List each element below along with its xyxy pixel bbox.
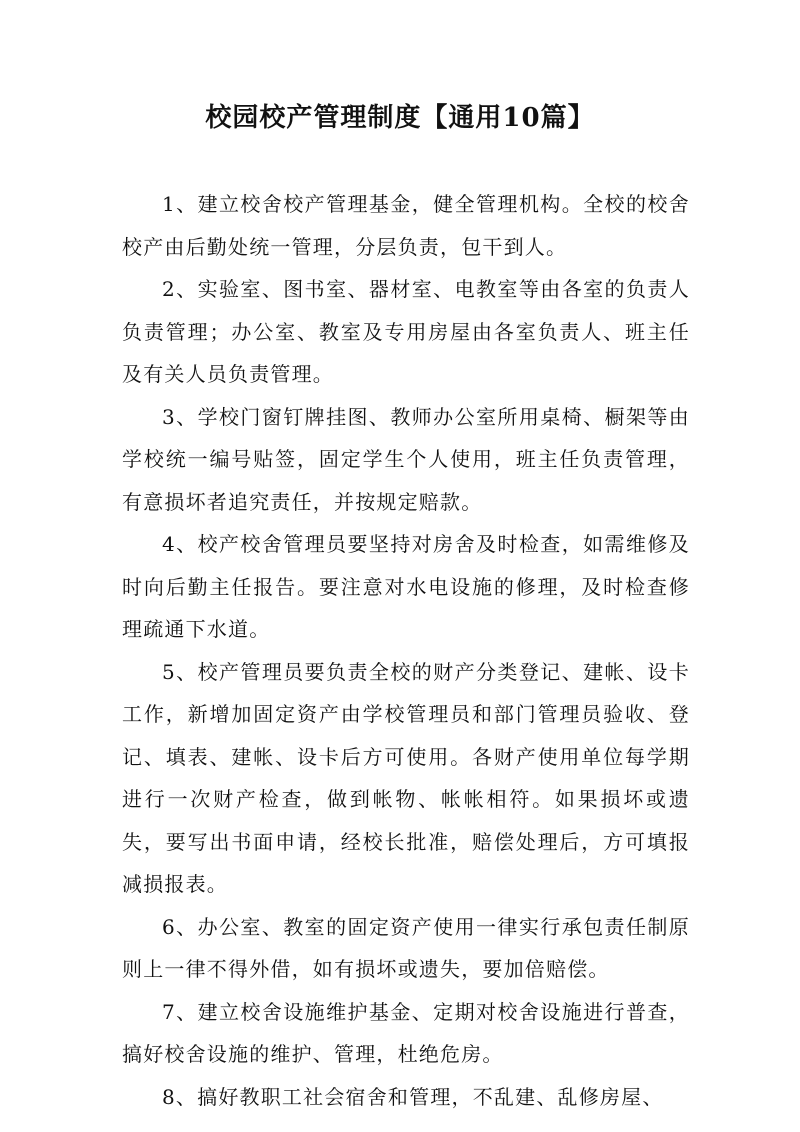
paragraph-3: 3、学校门窗钉牌挂图、教师办公室所用桌椅、橱架等由学校统一编号贴签，固定学生个人使用，班主任负责管理，有意损坏者追究责任，并按规定赔款。	[122, 404, 690, 514]
paragraph-4: 4、校产校舍管理员要坚持对房舍及时检查，如需维修及时向后勤主任报告。要注意对水电设施的修理，及时检查修理疏通下水道。	[122, 532, 690, 641]
paragraph-1: 1、建立校舍校产管理基金，健全管理机构。全校的校舍校产由后勤处统一管理，分层负责，包干到人。	[122, 192, 690, 259]
document-title: 校园校产管理制度【通用10篇】	[205, 103, 595, 133]
paragraph-5: 5、校产管理员要负责全校的财产分类登记、建帐、设卡工作，新增加固定资产由学校管理员和部门管理员验收、登记、填表、建帐、设卡后方可使用。各财产使用单位每学期进行一次财产检查，做到帐物、帐帐相符。如果损坏或遗失，要写出书面申请，经校长批准，赔偿处理后，方可填报减损报表。	[122, 659, 690, 896]
paragraph-8: 8、搞好教职工社会宿舍和管理，不乱建、乱修房屋、	[162, 1084, 664, 1109]
paragraph-6: 6、办公室、教室的固定资产使用一律实行承包责任制原则上一律不得外借，如有损坏或遗失，要加倍赔偿。	[122, 914, 690, 981]
paragraph-7: 7、建立校舍设施维护基金、定期对校舍设施进行普查，搞好校舍设施的维护、管理，杜绝危房。	[122, 999, 690, 1066]
document-body	[122, 183, 690, 1118]
paragraph-2: 2、实验室、图书室、器材室、电教室等由各室的负责人负责管理；办公室、教室及专用房屋由各室负责人、班主任及有关人员负责管理。	[122, 277, 690, 386]
